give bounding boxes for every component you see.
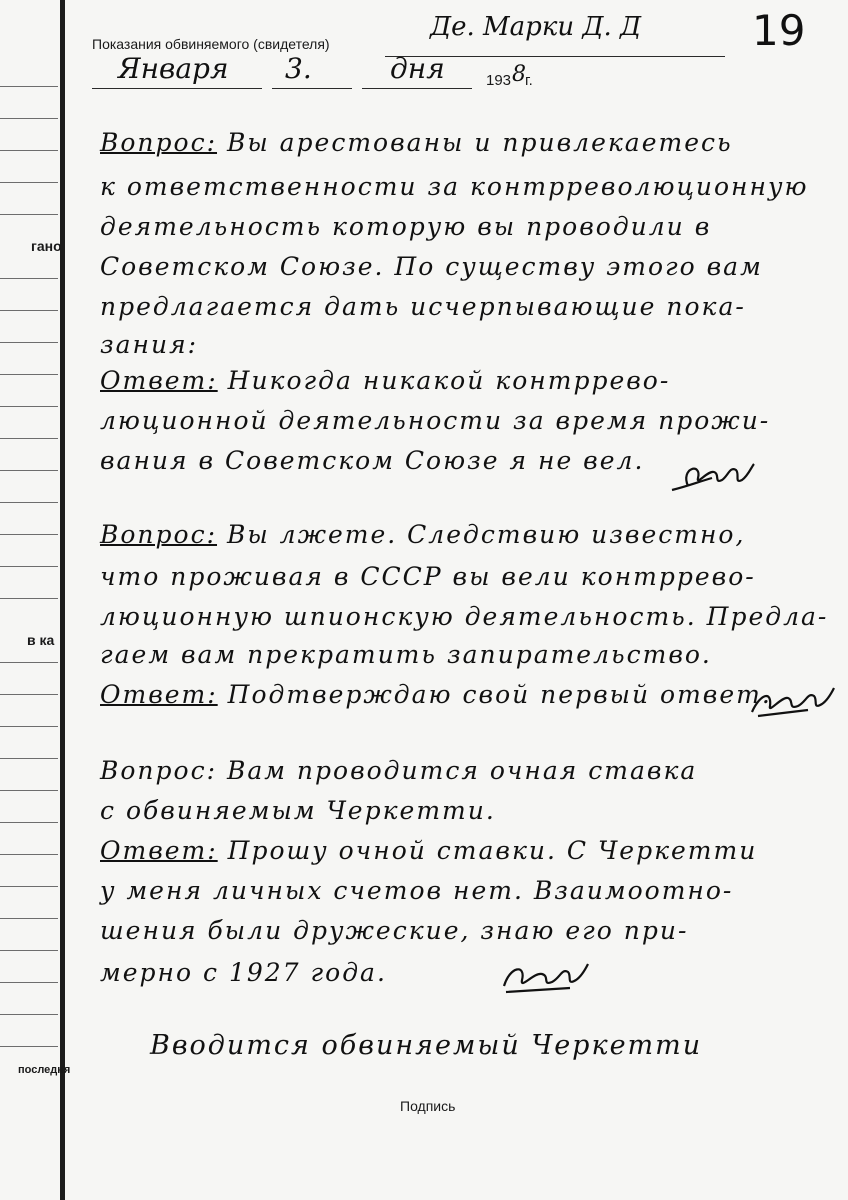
line-text: люционной деятельности за время прожи- (100, 406, 771, 435)
date-year-handwritten: 8 (512, 62, 526, 87)
margin-fragment-1: гано (31, 238, 62, 254)
line-text: Советском Союзе. По существу этого вам (100, 252, 763, 281)
form-title: Показания обвиняемого (свидетеля) (92, 36, 330, 52)
body-line-16 (100, 796, 496, 825)
signature-1 (668, 456, 758, 496)
body-line-2 (100, 172, 809, 201)
question-label: Вопрос: (100, 128, 218, 157)
date-month: Января (118, 52, 229, 85)
header-handwritten-name: Де. Марки Д. Д (430, 12, 642, 42)
body-line-13 (100, 640, 712, 669)
body-line-5 (100, 292, 746, 321)
date-year-printed: 193 (486, 72, 512, 89)
line-text: Вам проводится очная ставка (226, 756, 698, 785)
line-text: к ответственности за контрреволюционную (100, 172, 809, 201)
line-text: у меня личных счетов нет. Взаимоотно- (100, 876, 734, 905)
margin-fragment-3: последня (18, 1064, 71, 1076)
body-line-15 (100, 756, 697, 785)
body-line-19 (100, 916, 688, 945)
body-line-20 (100, 958, 387, 987)
body-line-7 (100, 366, 670, 395)
body-line-6 (100, 330, 198, 359)
question-label: Вопрос: (100, 756, 218, 785)
signature-2 (748, 680, 838, 720)
body-line-14 (100, 680, 772, 709)
body-line-4 (100, 252, 763, 281)
line-text: шения были дружеские, знаю его при- (100, 916, 689, 945)
line-text: с обвиняемым Черкетти. (100, 796, 496, 825)
line-text: Вы арестованы и привлекаетесь (226, 128, 733, 157)
answer-label: Ответ: (100, 680, 218, 709)
line-text: Прошу очной ставки. С Черкетти (227, 836, 758, 865)
body-line-1 (100, 128, 733, 157)
body-line-21 (150, 1030, 702, 1061)
line-text: вания в Советском Союзе я не вел. (100, 446, 645, 475)
line-text: Никогда никакой контррево- (227, 366, 671, 395)
signature-label: Подпись (400, 1098, 456, 1114)
body-line-3 (100, 212, 711, 241)
margin-ruled-lines (0, 0, 70, 1200)
answer-label: Ответ: (100, 836, 218, 865)
page-number: 19 (752, 6, 806, 55)
line-text: предлагается дать исчерпывающие пока- (100, 292, 746, 321)
answer-label: Ответ: (100, 366, 218, 395)
date-word: дня (390, 52, 445, 85)
day-blank-line (272, 88, 352, 89)
line-text: люционную шпионскую деятельность. Предла- (100, 602, 829, 631)
body-line-8 (100, 406, 770, 435)
line-text: зания: (100, 330, 199, 359)
date-day: 3. (285, 52, 312, 85)
line-text: Подтверждаю свой первый ответ. (227, 680, 772, 709)
body-line-17 (100, 836, 757, 865)
signature-3 (500, 956, 590, 996)
word-blank-line (362, 88, 472, 89)
line-text: Вы лжете. Следствию известно, (226, 520, 746, 549)
line-text: гаем вам прекратить запирательство. (100, 640, 712, 669)
body-line-11 (100, 562, 756, 591)
body-line-9 (100, 446, 644, 475)
body-line-10 (100, 520, 745, 549)
question-label: Вопрос: (100, 520, 218, 549)
line-text: деятельность которую вы проводили в (100, 212, 712, 241)
line-text: Вводится обвиняемый Черкетти (150, 1030, 703, 1061)
line-text: что проживая в СССР вы вели контррево- (100, 562, 756, 591)
month-blank-line (92, 88, 262, 89)
margin-fragment-2: в ка (27, 632, 55, 648)
body-line-18 (100, 876, 733, 905)
body-line-12 (100, 602, 828, 631)
line-text: мерно с 1927 года. (100, 958, 387, 987)
date-suffix: г. (525, 72, 533, 89)
